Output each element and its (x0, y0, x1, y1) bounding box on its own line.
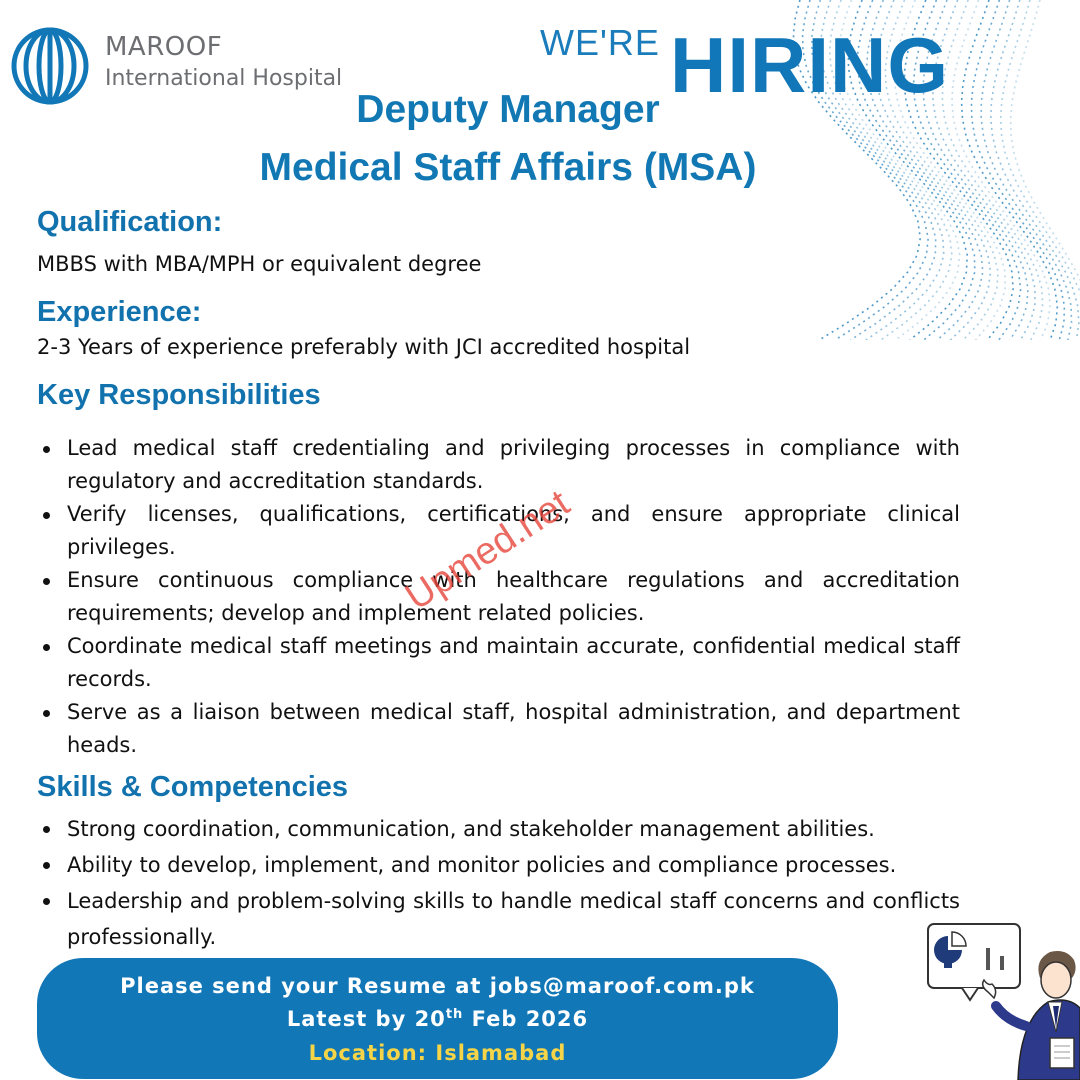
resume-email-line: Please send your Resume at jobs@maroof.com.pk (120, 974, 755, 998)
experience-heading: Experience: (37, 296, 202, 328)
skills-heading: Skills & Competencies (37, 771, 349, 803)
list-item: Serve as a liaison between medical staff, hospital administration, and department heads. (37, 696, 960, 762)
businessman-presentation-illustration (922, 918, 1080, 1080)
deadline-post: Feb 2026 (463, 1007, 589, 1031)
skills-list (37, 811, 960, 955)
responsibilities-heading: Key Responsibilities (37, 379, 321, 411)
deadline-line (37, 1007, 838, 1031)
hiring-heading: HIRING (670, 21, 949, 109)
deadline-pre: Latest by 20 (286, 1007, 446, 1031)
contact-banner (37, 958, 838, 1079)
job-title-line-1: Deputy Manager (356, 88, 660, 131)
experience-text: 2-3 Years of experience preferably with JCI accredited hospital (37, 335, 691, 359)
list-item: Verify licenses, qualifications, certifications, and ensure appropriate clinical privileges. (37, 498, 960, 564)
were-label: WE'RE (540, 22, 660, 63)
list-item: Strong coordination, communication, and stakeholder management abilities. (37, 811, 960, 847)
deadline-suffix: th (445, 1007, 464, 1022)
wave-line (1011, 0, 1080, 340)
job-title-line-2: Medical Staff Affairs (MSA) (259, 146, 757, 189)
list-item: Ability to develop, implement, and monitor policies and compliance processes. (37, 847, 960, 883)
list-item: Leadership and problem-solving skills to handle medical staff concerns and conflicts professionally. (37, 883, 960, 955)
qualification-heading: Qualification: (37, 206, 223, 238)
list-item: Coordinate medical staff meetings and maintain accurate, confidential medical staff records. (37, 630, 960, 696)
qualification-text: MBBS with MBA/MPH or equivalent degree (37, 252, 482, 276)
list-item: Lead medical staff credentialing and privileging processes in compliance with regulatory and accreditation standards. (37, 432, 960, 498)
responsibilities-list (37, 432, 960, 762)
location-line: Location: Islamabad (308, 1041, 567, 1065)
watermark: Upmed.net (398, 482, 578, 619)
list-item: Ensure continuous compliance with healthcare regulations and accreditation requirements; develop and implement related policies. (37, 564, 960, 630)
brand-subtitle: International Hospital (105, 66, 343, 91)
brand-name: MAROOF (105, 32, 223, 62)
